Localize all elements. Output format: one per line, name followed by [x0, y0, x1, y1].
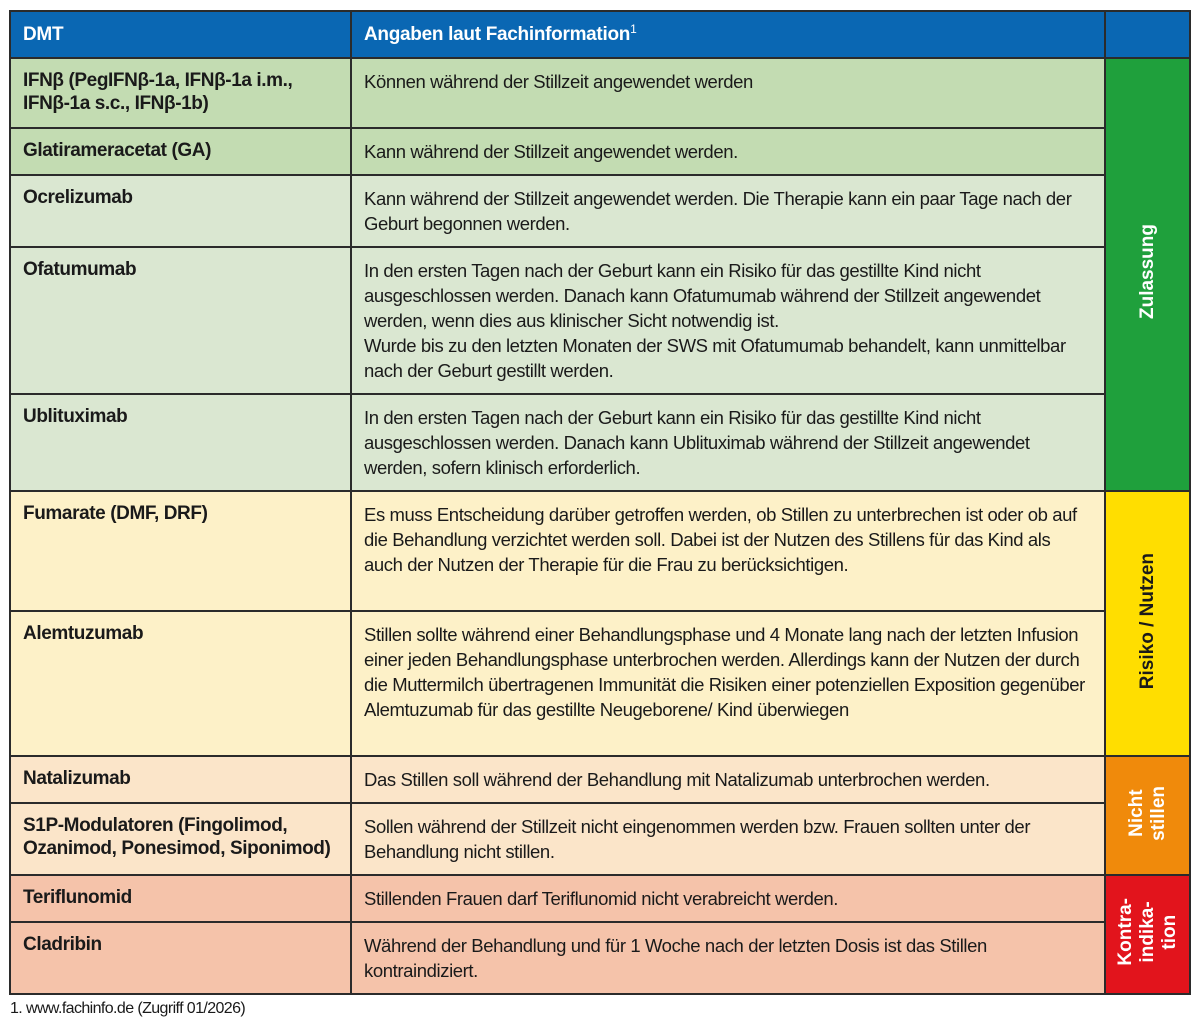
table-row [10, 922, 1190, 994]
header-info-label: Angaben laut Fachinformation [364, 23, 631, 45]
header-category [1105, 11, 1190, 58]
header-dmt: DMT [10, 11, 351, 58]
category-label: Risiko / Nutzen [1136, 552, 1158, 690]
table-row [10, 247, 1190, 394]
category-kontraindikation [1105, 875, 1190, 994]
category-label: Zulassung [1136, 224, 1158, 320]
header-info [351, 11, 1105, 58]
category-label: Kontra- indika- tion [1114, 898, 1180, 966]
category-nicht-stillen [1105, 756, 1190, 875]
category-zulassung [1105, 58, 1190, 491]
header-row [10, 11, 1190, 58]
dmt-info: In den ersten Tagen nach der Geburt kann ein Risiko für das gestillte Kind nicht ausgeschlossen werden. Danach kann Ublituximab während der Stillzeit angewendet werden, sofern klinisch erforderlich. [351, 394, 1105, 491]
footnote-ref: 1 [630, 21, 637, 36]
table-row [10, 175, 1190, 247]
dmt-info: Sollen während der Stillzeit nicht eingenommen werden bzw. Frauen sollten unter der Behandlung nicht stillen. [351, 803, 1105, 875]
table-row [10, 875, 1190, 922]
dmt-name: Natalizumab [10, 756, 351, 803]
table-row [10, 394, 1190, 491]
dmt-name: Teriflunomid [10, 875, 351, 922]
table-row [10, 58, 1190, 128]
dmt-info [351, 247, 1105, 394]
dmt-name: Cladribin [10, 922, 351, 994]
table-row [10, 756, 1190, 803]
dmt-name: S1P-Modulatoren (Fingolimod, Ozanimod, Ponesimod, Siponimod) [10, 803, 351, 875]
dmt-info: Kann während der Stillzeit angewendet werden. Die Therapie kann ein paar Tage nach der Geburt begonnen werden. [351, 175, 1105, 247]
dmt-info-paragraph: Wurde bis zu den letzten Monaten der SWS mit Ofatumumab behandelt, kann unmittelbar nach der Geburt gestillt werden. [364, 335, 1066, 381]
dmt-breastfeeding-table [9, 10, 1191, 995]
dmt-info: Stillenden Frauen darf Teriflunomid nicht verabreicht werden. [351, 875, 1105, 922]
dmt-name: Fumarate (DMF, DRF) [10, 491, 351, 611]
footnote: 1. www.fachinfo.de (Zugriff 01/2026) [10, 1000, 246, 1017]
dmt-info: Es muss Entscheidung darüber getroffen werden, ob Stillen zu unterbrechen ist oder ob auf die Behandlung verzichtet werden soll. Dabei ist der Nutzen des Stillens für das Kind als auch der Nutzen der Therapie für die Frau zu berücksichtigen. [351, 491, 1105, 611]
dmt-info: Stillen sollte während einer Behandlungsphase und 4 Monate lang nach der letzten Infusion einer jeden Behandlungsphase unterbrochen werden. Allerdings kann der Nutzen der durch die Muttermilch übertragenen Immunität die Risiken einer potenziellen Exposition gegenüber Alemtuzumab für das gestillte Neugeborene/ Kind überwiegen [351, 611, 1105, 756]
dmt-name: Ocrelizumab [10, 175, 351, 247]
table-row [10, 491, 1190, 611]
dmt-info: Kann während der Stillzeit angewendet werden. [351, 128, 1105, 175]
table-row [10, 611, 1190, 756]
dmt-name: Ofatumumab [10, 247, 351, 394]
dmt-info: Während der Behandlung und für 1 Woche nach der letzten Dosis ist das Stillen kontraindiziert. [351, 922, 1105, 994]
table-row [10, 128, 1190, 175]
table-row [10, 803, 1190, 875]
category-label: Nicht stillen [1125, 785, 1169, 841]
dmt-name: Ublituximab [10, 394, 351, 491]
dmt-info: Das Stillen soll während der Behandlung mit Natalizumab unterbrochen werden. [351, 756, 1105, 803]
dmt-name: IFNβ (PegIFNβ-1a, IFNβ-1a i.m., IFNβ-1a s.c., IFNβ-1b) [10, 58, 351, 128]
dmt-info-paragraph: In den ersten Tagen nach der Geburt kann ein Risiko für das gestillte Kind nicht ausgeschlossen werden. Danach kann Ofatumumab während der Stillzeit angewendet werden, wenn dies aus klinischer Sicht notwendig ist. [364, 260, 1041, 331]
dmt-name: Glatirameracetat (GA) [10, 128, 351, 175]
category-risiko-nutzen [1105, 491, 1190, 756]
dmt-name: Alemtuzumab [10, 611, 351, 756]
dmt-info: Können während der Stillzeit angewendet werden [351, 58, 1105, 128]
